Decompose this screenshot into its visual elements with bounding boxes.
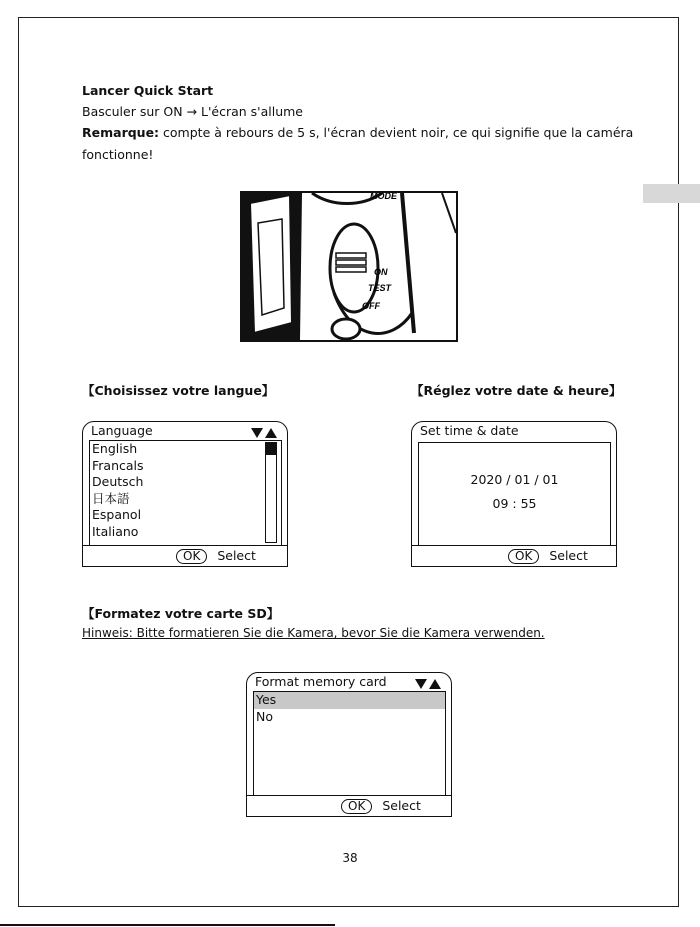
- language-screen: [82, 421, 288, 567]
- format-option-no[interactable]: No: [256, 708, 273, 724]
- up-down-arrows-icon: [415, 678, 441, 690]
- format-hint: Hinweis: Bitte formatieren Sie die Kamera, bevor Sie die Kamera verwenden.: [82, 626, 545, 640]
- label-test: TEST: [368, 283, 392, 293]
- time-value[interactable]: 09 : 55: [492, 496, 537, 511]
- remark-label: Remarque:: [82, 125, 160, 140]
- language-option[interactable]: Deutsch: [92, 474, 144, 489]
- date-heading: 【Réglez votre date & heure】: [411, 383, 622, 398]
- bottom-rule: [0, 924, 335, 926]
- language-option[interactable]: Espanol: [92, 507, 142, 522]
- label-mode: MODE: [370, 193, 397, 201]
- language-screen-title: Language: [91, 423, 153, 438]
- language-option[interactable]: Francals: [92, 457, 144, 473]
- ok-button[interactable]: OK: [176, 549, 207, 564]
- language-footer: [83, 545, 287, 566]
- remark: [82, 122, 633, 143]
- up-down-arrows-icon: [251, 427, 277, 439]
- format-screen-title: Format memory card: [255, 674, 387, 689]
- remark-continuation: fonctionne!: [82, 147, 154, 162]
- language-list: [89, 440, 282, 546]
- date-panel: [418, 442, 611, 546]
- date-footer: [412, 545, 616, 566]
- camera-switch-illustration: [242, 193, 456, 340]
- language-heading: 【Choisissez votre langue】: [82, 383, 275, 398]
- label-on: ON: [374, 267, 388, 277]
- date-screen: [411, 421, 617, 567]
- date-value[interactable]: 2020 / 01 / 01: [470, 472, 559, 487]
- language-option[interactable]: English: [92, 441, 138, 456]
- format-options: [253, 691, 446, 796]
- language-option[interactable]: Italiano: [92, 523, 139, 539]
- select-label: Select: [382, 798, 421, 813]
- format-option-yes[interactable]: Yes: [254, 692, 445, 709]
- language-scrollbar[interactable]: [265, 442, 277, 543]
- label-off: OFF: [362, 301, 380, 311]
- page-number: 38: [342, 851, 358, 865]
- side-tab-marker: [643, 184, 700, 203]
- format-screen: [246, 672, 452, 817]
- format-footer: [247, 795, 451, 816]
- intro-title: Lancer Quick Start: [82, 83, 214, 98]
- ok-button[interactable]: OK: [508, 549, 539, 564]
- language-option[interactable]: 日本語: [92, 490, 130, 506]
- ok-button[interactable]: OK: [341, 799, 372, 814]
- select-label: Select: [217, 548, 256, 563]
- camera-switch-photo: [240, 191, 458, 342]
- scrollbar-thumb[interactable]: [266, 443, 276, 455]
- remark-text: compte à rebours de 5 s, l'écran devient noir, ce qui signifie que la caméra: [159, 125, 634, 140]
- date-screen-title: Set time & date: [420, 423, 519, 438]
- intro-line: Basculer sur ON → L'écran s'allume: [82, 104, 303, 119]
- select-label: Select: [549, 548, 588, 563]
- format-heading: 【Formatez votre carte SD】: [82, 606, 280, 621]
